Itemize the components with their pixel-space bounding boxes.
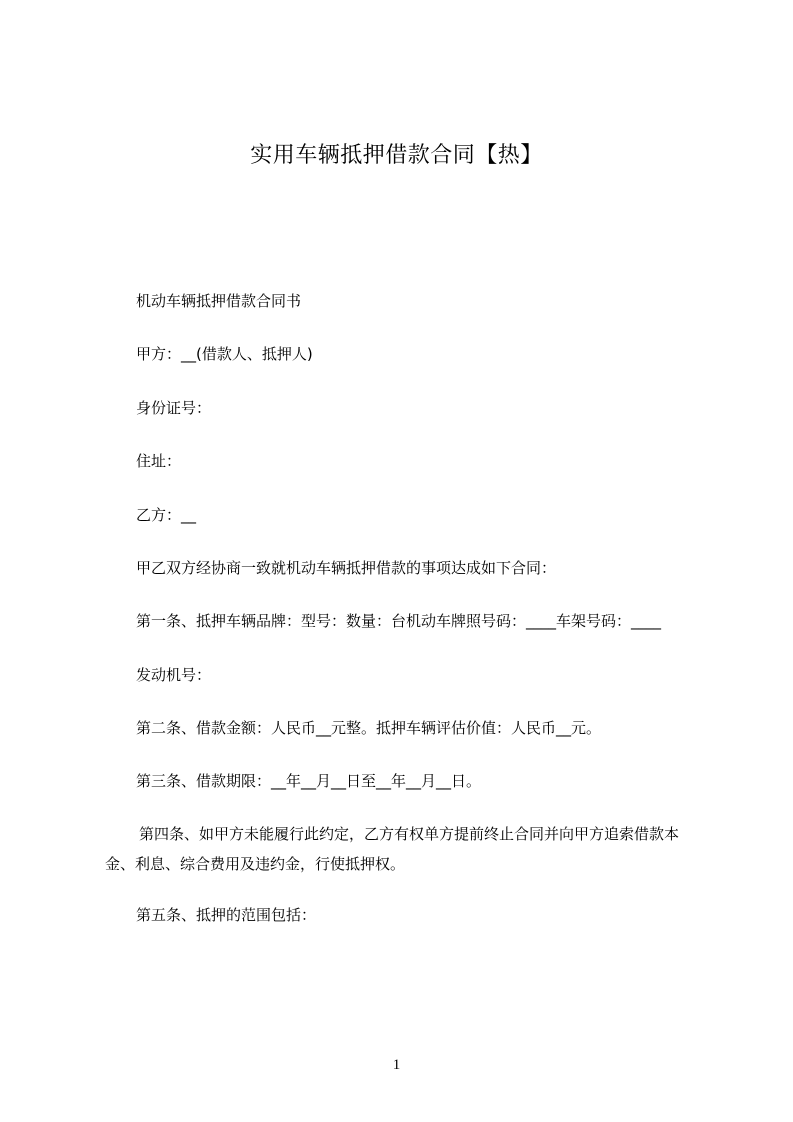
- article-5: 第五条、抵押的范围包括：: [136, 906, 317, 924]
- page-number: 1: [392, 1057, 401, 1073]
- party-a-line: 甲方：__(借款人、抵押人): [136, 345, 313, 363]
- id-number-line: 身份证号：: [136, 399, 212, 417]
- contract-heading: 机动车辆抵押借款合同书: [136, 292, 302, 310]
- agreement-intro: 甲乙双方经协商一致就机动车辆抵押借款的事项达成如下合同：: [136, 559, 557, 577]
- party-b-line: 乙方：__: [136, 506, 197, 524]
- article-4: 第四条、如甲方未能履行此约定，乙方有权单方提前终止合同并向甲方追索借款本金、利息、综合费用及违约金，行使抵押权。: [105, 825, 680, 873]
- engine-number-line: 发动机号：: [136, 666, 212, 684]
- article-3: 第三条、借款期限：__年__月__日至__年__月__日。: [136, 772, 482, 790]
- document-title: 实用车辆抵押借款合同【热】: [250, 143, 543, 168]
- address-line: 住址：: [136, 452, 182, 470]
- article-2: 第二条、借款金额：人民币__元整。抵押车辆评估价值：人民币__元。: [136, 719, 602, 737]
- article-1: 第一条、抵押车辆品牌：型号：数量：台机动车牌照号码：____车架号码：____: [136, 612, 662, 630]
